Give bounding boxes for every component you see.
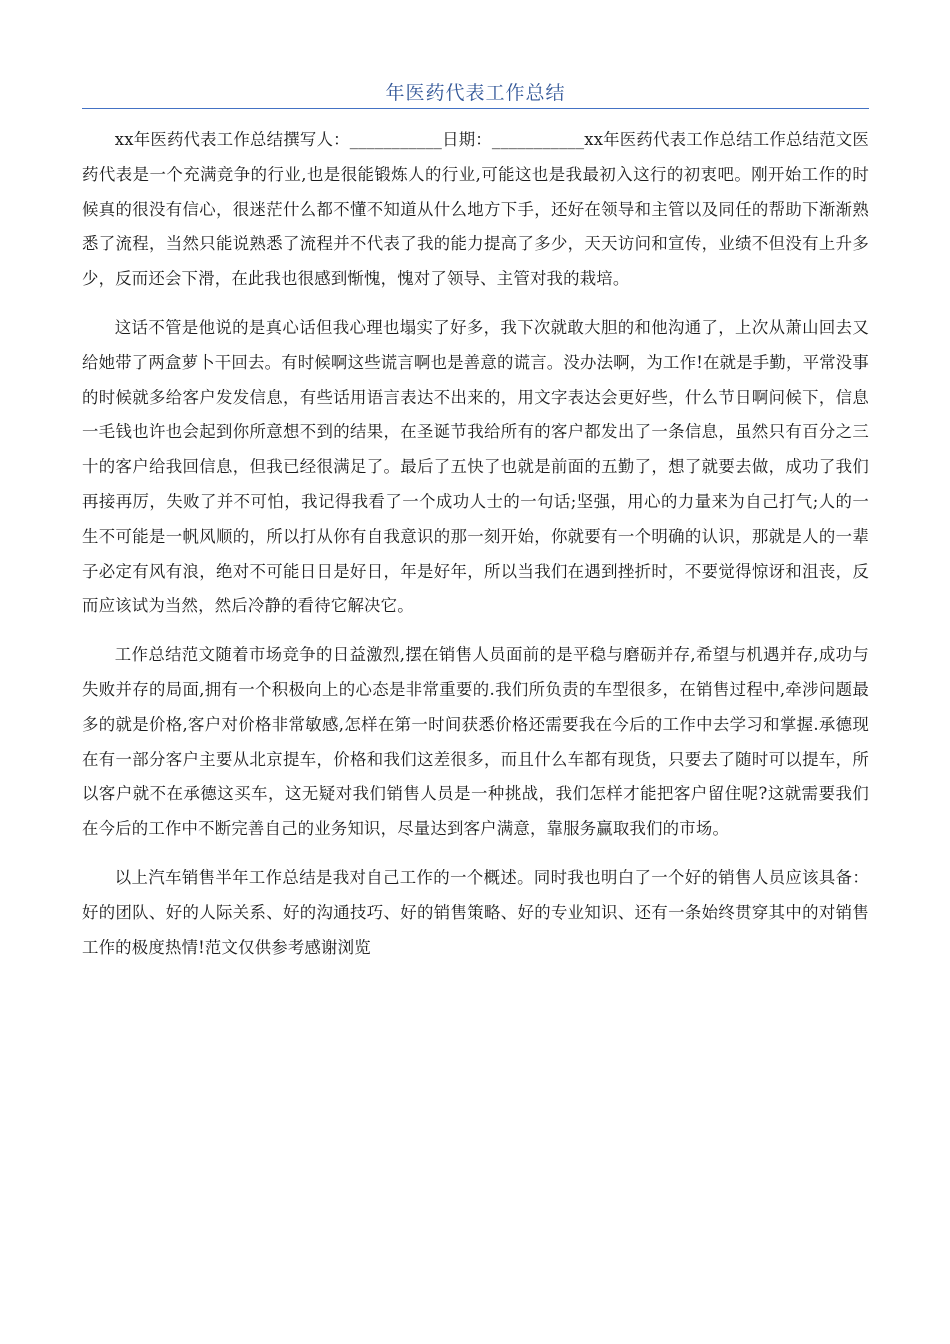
paragraph-2: 这话不管是他说的是真心话但我心理也塌实了好多，我下次就敢大胆的和他沟通了，上次从萧山回去又给她带了两盒萝卜干回去。有时候啊这些谎言啊也是善意的谎言。没办法啊，为工作!在就是手勤，平常没事的时候就多给客户发发信息，有些话用语言表达不出来的，用文字表达会更好些，什么节日啊问候下，信息一毛钱也许也会起到你所意想不到的结果，在圣诞节我给所有的客户都发出了一条信息，虽然只有百分之三十的客户给我回信息，但我已经很满足了。最后了五快了也就是前面的五勤了，想了就要去做，成功了我们再接再厉，失败了并不可怕，我记得我看了一个成功人士的一句话;坚强，用心的力量来为自己打气;人的一生不可能是一帆风顺的，所以打从你有自我意识的那一刻开始，你就要有一个明确的认识，那就是人的一辈子必定有风有浪，绝对不可能日日是好日，年是好年，所以当我们在遇到挫折时，不要觉得惊讶和沮丧，反而应该试为当然，然后冷静的看待它解决它。	[82, 317, 869, 616]
paragraph-3: 工作总结范文随着市场竞争的日益激烈,摆在销售人员面前的是平稳与磨砺并存,希望与机遇并存,成功与失败并存的局面,拥有一个积极向上的心态是非常重要的.我们所负责的车型很多，在销售过程中,牵涉问题最多的就是价格,客户对价格非常敏感,怎样在第一时间获悉价格还需要我在今后的工作中去学习和掌握.承德现在有一部分客户主要从北京提车，价格和我们这差很多，而且什么车都有现货，只要去了随时可以提车，所以客户就不在承德这买车，这无疑对我们销售人员是一种挑战，我们怎样才能把客户留住呢?这就需要我们在今后的工作中不断完善自己的业务知识，尽量达到客户满意，靠服务赢取我们的市场。	[82, 645, 869, 839]
document-title: 年医药代表工作总结	[385, 82, 566, 104]
paragraph-1: xx年医药代表工作总结撰写人：___________日期：___________xx年医药代表工作总结工作总结范文医药代表是一个充满竞争的行业,也是很能锻炼人的行业,可能这也是我最初入这行的初衷吧。刚开始工作的时候真的很没有信心，很迷茫什么都不懂不知道从什么地方下手，还好在领导和主管以及同任的帮助下渐渐熟悉了流程，当然只能说熟悉了流程并不代表了我的能力提高了多少，天天访问和宣传，业绩不但没有上升多少，反而还会下滑，在此我也很感到惭愧，愧对了领导、主管对我的栽培。	[82, 130, 869, 289]
title-divider	[82, 108, 869, 109]
document-page	[82, 78, 869, 979]
paragraph-4: 以上汽车销售半年工作总结是我对自己工作的一个概述。同时我也明白了一个好的销售人员应该具备：好的团队、好的人际关系、好的沟通技巧、好的销售策略、好的专业知识、还有一条始终贯穿其中的对销售工作的极度热情!范文仅供参考感谢浏览	[82, 867, 869, 957]
